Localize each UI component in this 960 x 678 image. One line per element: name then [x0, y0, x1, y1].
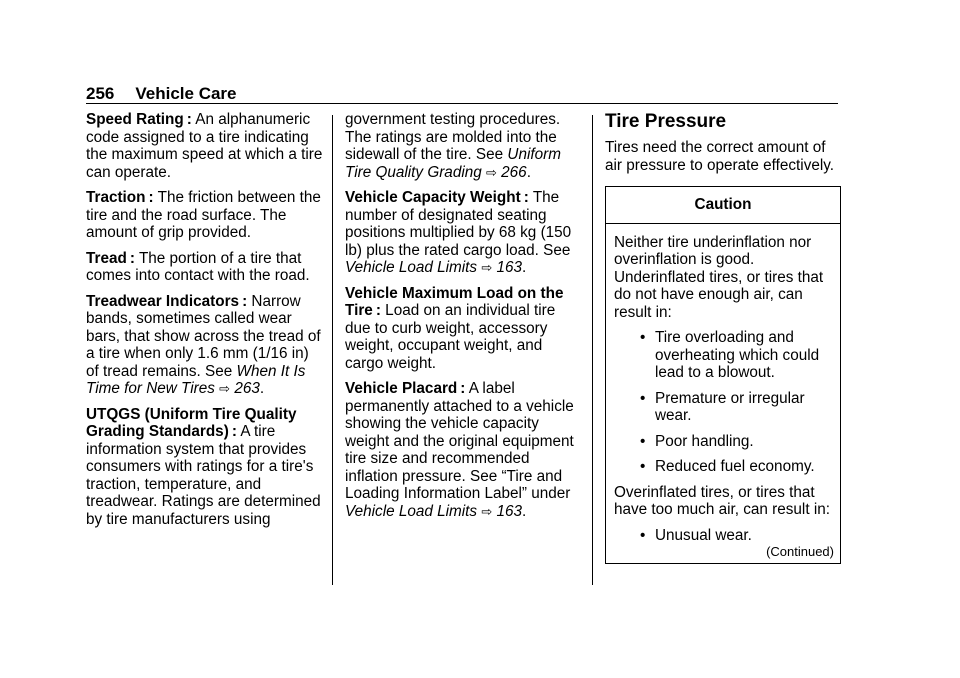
bullet-icon: • — [640, 389, 646, 407]
column-2 — [345, 111, 583, 528]
page-arrow-icon: ⇨ — [481, 503, 493, 519]
overinflation-intro: Overinflated tires, or tires that have too much air, can result in: — [614, 483, 830, 518]
punctuation: . — [526, 163, 531, 181]
page-reference[interactable] — [219, 380, 260, 397]
term: UTQGS (Uniform Tire Quality Grading Standards) : — [86, 405, 297, 440]
caution-body — [606, 224, 840, 545]
section-title: Vehicle Care — [135, 84, 237, 103]
list-item — [614, 390, 832, 425]
page-reference[interactable] — [486, 164, 527, 181]
column-3 — [605, 111, 841, 564]
column-1 — [86, 111, 324, 536]
definition-text: government testing procedures. The ratings are molded into the sidewall of the tire. See — [345, 111, 561, 163]
list-item-text: Unusual wear. — [655, 526, 752, 544]
definition-text: The portion of a tire that comes into contact with the road. — [86, 249, 310, 284]
definition-text: An alphanumeric code assigned to a tire indicating the maximum speed at which a tire can operate. — [86, 111, 323, 181]
list-item — [614, 527, 832, 545]
page-number-ref: 163 — [496, 502, 523, 520]
definition-vehicle-maximum-load — [345, 285, 583, 373]
definition-text: The number of designated seating positions multiplied by 68 kg (150 lb) plus the rated cargo load. See — [345, 189, 572, 259]
definition-text: Load on an individual tire due to curb weight, accessory weight, occupant weight, and cargo weight. — [345, 302, 556, 372]
definition-treadwear-indicators — [86, 293, 324, 398]
cross-reference-link[interactable]: Vehicle Load Limits — [345, 259, 478, 276]
section-intro: Tires need the correct amount of air pressure to operate effectively. — [605, 139, 835, 174]
term: Vehicle Capacity Weight : — [345, 189, 529, 206]
caution-box — [605, 186, 841, 564]
definition-speed-rating — [86, 111, 324, 181]
page-number-ref: 163 — [496, 259, 523, 276]
bullet-icon: • — [640, 526, 646, 544]
definition-traction — [86, 189, 324, 242]
definition-vehicle-placard — [345, 380, 583, 520]
continued-note: (Continued) — [766, 543, 834, 559]
punctuation: . — [259, 380, 265, 397]
underinflation-list — [614, 329, 832, 476]
term: Treadwear Indicators : — [86, 292, 248, 310]
page-reference[interactable] — [481, 259, 522, 276]
term: Traction : — [86, 189, 154, 206]
definition-text: Narrow bands, sometimes called wear bars, that show across the tread of a tire when only 1.6 mm (1/16 in) of tread remains. See — [86, 292, 321, 380]
definition-text: The friction between the tire and the road surface. The amount of grip provided. — [86, 189, 321, 241]
list-item — [614, 458, 832, 476]
cross-reference-link[interactable]: Uniform Tire Quality Grading — [345, 146, 561, 181]
overinflation-list — [614, 527, 832, 545]
list-item-text: Poor handling. — [655, 432, 754, 450]
list-item — [614, 329, 832, 382]
punctuation: . — [522, 502, 527, 520]
page-arrow-icon: ⇨ — [219, 381, 231, 396]
definition-text: A label permanently attached to a vehicle showing the vehicle capacity weight and the original equipment tire size and recommended inflation pressure. See “Tire and Loading Information Label” under — [345, 380, 574, 502]
cross-reference-link[interactable]: When It Is Time for New Tires — [86, 362, 306, 397]
header-rule — [86, 103, 838, 104]
term: Vehicle Placard : — [345, 380, 466, 397]
list-item-text: Reduced fuel economy. — [655, 458, 815, 475]
page-number: 256 — [86, 84, 115, 103]
term: Speed Rating : — [86, 111, 192, 128]
term: Tread : — [86, 249, 135, 267]
term: Vehicle Maximum Load on the Tire : — [345, 284, 564, 319]
caution-intro: Neither tire underinflation nor overinflation is good. Underinflated tires, or tires that do not have enough air, can result in: — [614, 233, 824, 321]
punctuation: . — [522, 259, 527, 276]
definition-text: A tire information system that provides consumers with ratings for a tire's traction, temperature, and treadwear. Ratings are determined by tire manufacturers using — [86, 423, 321, 528]
bullet-icon: • — [640, 432, 646, 450]
page-number-ref: 266 — [501, 163, 527, 181]
list-item-text: Tire overloading and overheating which could lead to a blowout. — [655, 329, 820, 381]
page-header — [86, 84, 237, 104]
cross-reference-link[interactable]: Vehicle Load Limits — [345, 502, 478, 520]
definition-vehicle-capacity-weight — [345, 189, 583, 277]
bullet-icon: • — [640, 329, 646, 346]
page-reference[interactable] — [481, 503, 522, 520]
page-arrow-icon: ⇨ — [486, 164, 497, 180]
column-divider — [592, 115, 593, 585]
bullet-icon: • — [640, 458, 646, 475]
page-arrow-icon: ⇨ — [481, 260, 493, 275]
definition-utqgs — [86, 406, 324, 529]
definition-tread — [86, 250, 324, 285]
caution-title: Caution — [606, 187, 840, 224]
column-divider — [332, 115, 333, 585]
list-item — [614, 433, 832, 451]
list-item-text: Premature or irregular wear. — [655, 389, 805, 424]
page-number-ref: 263 — [234, 380, 260, 397]
utqgs-continuation — [345, 111, 583, 181]
section-heading: Tire Pressure — [605, 111, 727, 132]
